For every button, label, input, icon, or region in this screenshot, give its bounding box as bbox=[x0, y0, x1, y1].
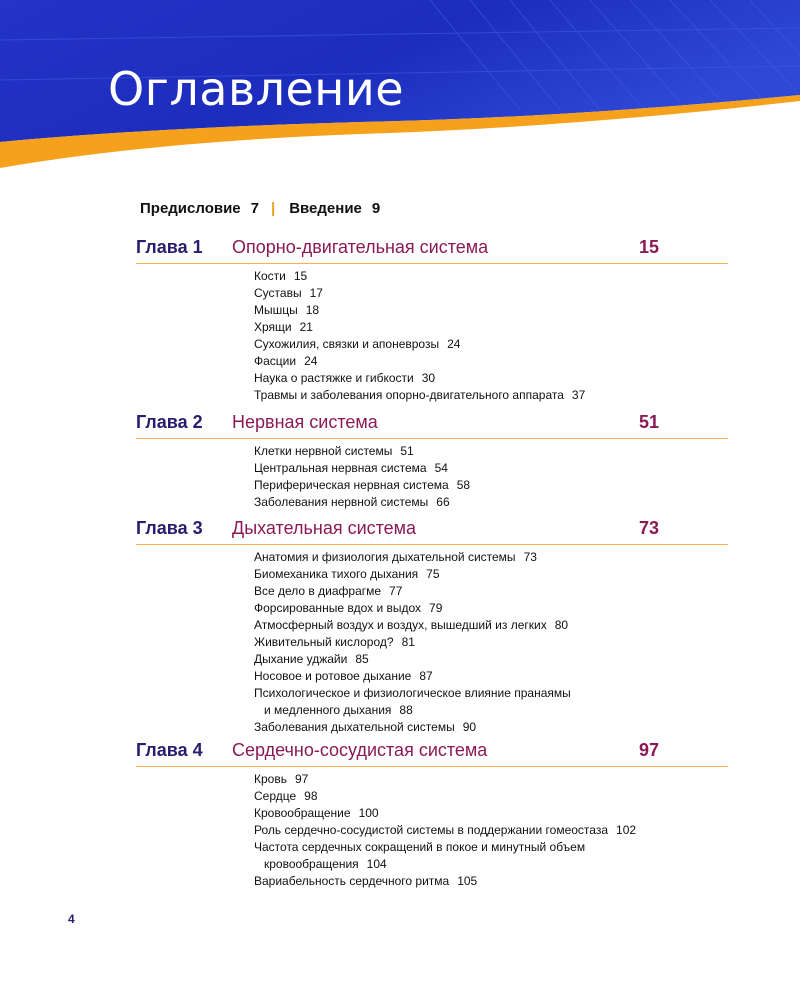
chapter-title: Опорно-двигательная система bbox=[232, 237, 489, 257]
introduction-link[interactable]: Введение bbox=[289, 200, 362, 217]
chapter-heading[interactable] bbox=[136, 237, 728, 264]
toc-entry[interactable]: Заболевания нервной системы 66 bbox=[254, 495, 450, 509]
toc-entry[interactable]: Живительный кислород? 81 bbox=[254, 635, 415, 649]
toc-entry[interactable]: Фасции 24 bbox=[254, 354, 318, 368]
chapter-page: 97 bbox=[639, 740, 660, 760]
chapter-title: Сердечно-сосудистая система bbox=[232, 740, 488, 760]
toc-entry[interactable]: Наука о растяжке и гибкости 30 bbox=[254, 371, 436, 385]
toc-entry[interactable]: Вариабельность сердечного ритма 105 bbox=[254, 874, 478, 888]
toc-entry[interactable]: Все дело в диафрагме 77 bbox=[254, 584, 403, 598]
toc-entry[interactable]: Кровь 97 bbox=[254, 772, 309, 786]
chapter-heading[interactable] bbox=[136, 740, 728, 767]
toc-entry[interactable]: Носовое и ротовое дыхание 87 bbox=[254, 669, 433, 683]
chapter-page: 15 bbox=[639, 237, 660, 257]
chapter-label: Глава 3 bbox=[136, 518, 203, 538]
toc-entry[interactable]: Сердце 98 bbox=[254, 789, 318, 803]
chapter-entries bbox=[254, 771, 636, 890]
toc-entry[interactable]: Сухожилия, связки и апоневрозы 24 bbox=[254, 337, 461, 351]
toc-entry[interactable]: Роль сердечно-сосудистой системы в поддержании гомеостаза 102 bbox=[254, 823, 637, 837]
chapter-page: 51 bbox=[639, 412, 660, 432]
toc-entry[interactable]: Частота сердечных сокращений в покое и минутный объем кровообращения 104 bbox=[254, 840, 586, 871]
toc-entry[interactable]: Кровообращение 100 bbox=[254, 806, 379, 820]
toc-entry[interactable]: Биомеханика тихого дыхания 75 bbox=[254, 567, 440, 581]
toc-entry[interactable]: Форсированные вдох и выдох 79 bbox=[254, 601, 443, 615]
chapter-heading[interactable] bbox=[136, 412, 728, 439]
chapter-page: 73 bbox=[639, 518, 660, 538]
page-title: Оглавление bbox=[108, 62, 405, 116]
toc-entry[interactable]: Анатомия и физиология дыхательной системы 73 bbox=[254, 550, 537, 564]
chapter-title: Нервная система bbox=[232, 412, 378, 432]
preface-page: 7 bbox=[250, 200, 259, 217]
chapter-entries bbox=[254, 268, 585, 404]
chapter-label: Глава 1 bbox=[136, 237, 203, 257]
toc-entry[interactable]: Мышцы 18 bbox=[254, 303, 320, 317]
toc-entry[interactable]: Клетки нервной системы 51 bbox=[254, 444, 414, 458]
chapter-title: Дыхательная система bbox=[232, 518, 417, 538]
toc-entry[interactable]: Периферическая нервная система 58 bbox=[254, 478, 471, 492]
intro-line bbox=[140, 200, 380, 217]
toc-entry[interactable]: Атмосферный воздух и воздух, вышедший из легких 80 bbox=[254, 618, 569, 632]
page-number: 4 bbox=[68, 912, 75, 926]
toc-entry[interactable]: Психологическое и физиологическое влияние пранаямы и медленного дыхания 88 bbox=[254, 686, 571, 717]
intro-separator: | bbox=[271, 200, 276, 217]
chapter-heading[interactable] bbox=[136, 518, 728, 545]
toc-entry[interactable]: Суставы 17 bbox=[254, 286, 323, 300]
preface-link[interactable]: Предисловие bbox=[140, 200, 241, 217]
toc-entry[interactable]: Хрящи 21 bbox=[254, 320, 313, 334]
chapter-entries bbox=[254, 443, 470, 511]
toc-entry[interactable]: Кости 15 bbox=[254, 269, 308, 283]
chapter-label: Глава 2 bbox=[136, 412, 203, 432]
chapter-entries bbox=[254, 549, 571, 736]
toc-entry[interactable]: Травмы и заболевания опорно-двигательного аппарата 37 bbox=[254, 388, 586, 402]
introduction-page: 9 bbox=[371, 200, 381, 217]
toc-entry[interactable]: Дыхание уджайи 85 bbox=[254, 652, 369, 666]
toc-entry[interactable]: Заболевания дыхательной системы 90 bbox=[254, 720, 477, 734]
chapter-label: Глава 4 bbox=[136, 740, 203, 760]
toc-entry[interactable]: Центральная нервная система 54 bbox=[254, 461, 448, 475]
